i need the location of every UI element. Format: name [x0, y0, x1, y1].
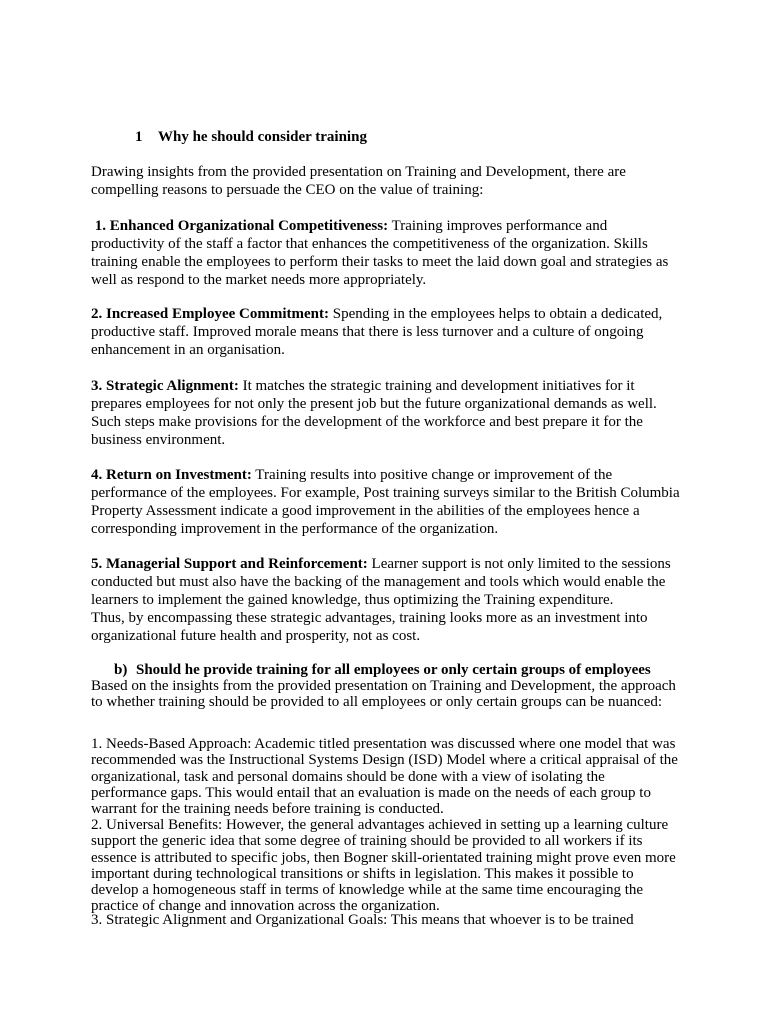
section-heading-1	[135, 128, 367, 146]
section2-item-2: 2. Universal Benefits: However, the general advantages achieved in setting up a learning culture support the generic idea that some degree of training should be provided to all workers if its essence is attributed to specific jobs, then Bogner skill-orientated training might prove even more important during technological transitions or shifts in legislation. This makes it possible to develop a homogeneous staff in terms of knowledge while at the same time encouraging the practice of change and innovation across the organization.	[91, 817, 676, 915]
point-1	[91, 217, 681, 289]
section2-item-3: 3. Strategic Alignment and Organizational Goals: This means that whoever is to be trained	[91, 912, 634, 928]
point-label: 3. Strategic Alignment:	[91, 378, 239, 394]
point-3	[91, 377, 681, 449]
point-label: 1. Enhanced Organizational Competitiveness:	[94, 218, 389, 234]
section-heading-2	[114, 661, 651, 679]
point-4	[91, 466, 681, 538]
section2-intro: Based on the insights from the provided presentation on Training and Development, the approach to whether training should be provided to all employees or only certain groups can be nuanced:	[91, 678, 676, 711]
section1-conclusion: Thus, by encompassing these strategic advantages, training looks more as an investment into organizational future health and prosperity, not as cost.	[91, 610, 648, 644]
section1-intro: Drawing insights from the provided presentation on Training and Development, there are compelling reasons to persuade the CEO on the value of training:	[91, 164, 626, 198]
section-title: Should he provide training for all employees or only certain groups of employees	[136, 662, 651, 678]
section-number: 1	[135, 129, 143, 145]
point-5	[91, 555, 681, 609]
point-text: It matches the strategic training and development initiatives for it prepares employees for not only the present job but the future organizational demands as well. Such steps make provisions for the development of the workforce and best prepare it for the business environment.	[91, 378, 657, 448]
section-number: b)	[114, 662, 128, 678]
point-label: 2. Increased Employee Commitment:	[91, 306, 330, 322]
section-title: Why he should consider training	[158, 129, 367, 145]
point-text: Learner support is not only limited to the sessions conducted but must also have the backing of the management and tools which would enable the learners to implement the gained knowledge, thus optimizing the Training expenditure.	[91, 556, 671, 608]
section2-item-1: 1. Needs-Based Approach: Academic titled presentation was discussed where one model that was recommended was the Instructional Systems Design (ISD) Model where a critical appraisal of the organizational, task and personal domains should be done with a view of isolating the performance gaps. This would entail that an evaluation is made on the needs of each group to warrant for the training needs before training is conducted.	[91, 736, 678, 818]
point-text: Training results into positive change or improvement of the performance of the employees. For example, Post training surveys similar to the British Columbia Property Assessment indicate a good improvement in the abilities of the employees hence a corresponding improvement in the performance of the organization.	[91, 467, 680, 537]
point-label: 4. Return on Investment:	[91, 467, 252, 483]
point-2	[91, 305, 681, 359]
point-label: 5. Managerial Support and Reinforcement:	[91, 556, 368, 572]
point-text: Training improves performance and productivity of the staff a factor that enhances the competitiveness of the organization. Skills training enable the employees to perform their tasks to meet the laid down goal and strategies as well as respond to the market needs more appropriately.	[91, 218, 669, 288]
document-page	[91, 0, 681, 1024]
point-text: Spending in the employees helps to obtain a dedicated, productive staff. Improved morale means that there is less turnover and a culture of ongoing enhancement in an organisation.	[91, 306, 663, 358]
